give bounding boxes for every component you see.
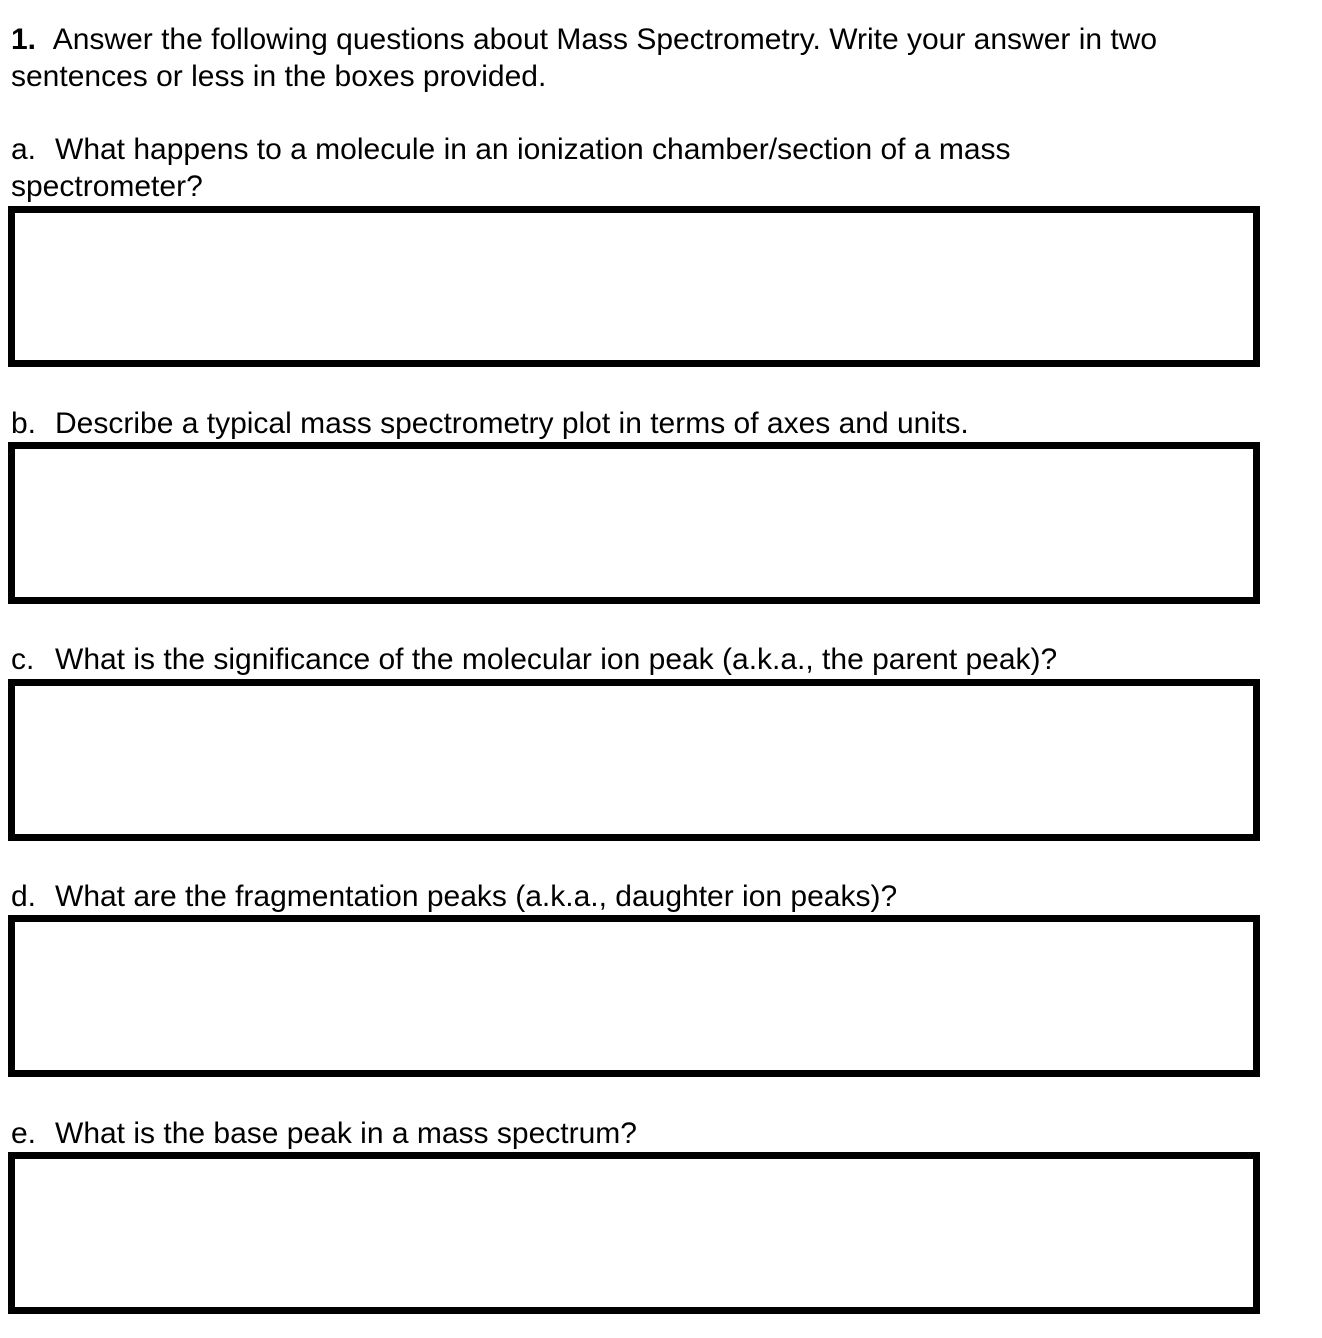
question-a-text-line-2: spectrometer? xyxy=(11,169,203,203)
question-e-prompt xyxy=(11,1116,637,1153)
answer-box-d[interactable] xyxy=(8,915,1260,1077)
question-a-prompt xyxy=(11,132,1011,205)
question-c-prompt xyxy=(11,642,1057,679)
question-b-prompt xyxy=(11,406,969,443)
instructions-line-2: sentences or less in the boxes provided. xyxy=(11,59,547,93)
question-d-label: d. xyxy=(11,880,37,913)
question-d-prompt xyxy=(11,879,897,916)
answer-box-a[interactable] xyxy=(8,206,1260,367)
question-a-text-line-1: What happens to a molecule in an ionization chamber/section of a mass xyxy=(55,133,1011,166)
instructions xyxy=(11,22,1301,95)
answer-box-c[interactable] xyxy=(8,679,1260,841)
instructions-line-1: Answer the following questions about Mass Spectrometry. Write your answer in two xyxy=(52,23,1158,56)
question-b-text: Describe a typical mass spectrometry plot in terms of axes and units. xyxy=(55,407,969,440)
question-c-label: c. xyxy=(11,643,35,676)
answer-box-b[interactable] xyxy=(8,442,1260,604)
question-a-label: a. xyxy=(11,133,37,166)
answer-box-e[interactable] xyxy=(8,1152,1260,1314)
question-e-text: What is the base peak in a mass spectrum? xyxy=(55,1117,637,1150)
question-b-label: b. xyxy=(11,407,37,440)
question-e-label: e. xyxy=(11,1117,37,1150)
question-d-text: What are the fragmentation peaks (a.k.a., daughter ion peaks)? xyxy=(55,880,898,913)
question-number: 1. xyxy=(11,23,37,56)
question-c-text: What is the significance of the molecular ion peak (a.k.a., the parent peak)? xyxy=(55,643,1058,676)
